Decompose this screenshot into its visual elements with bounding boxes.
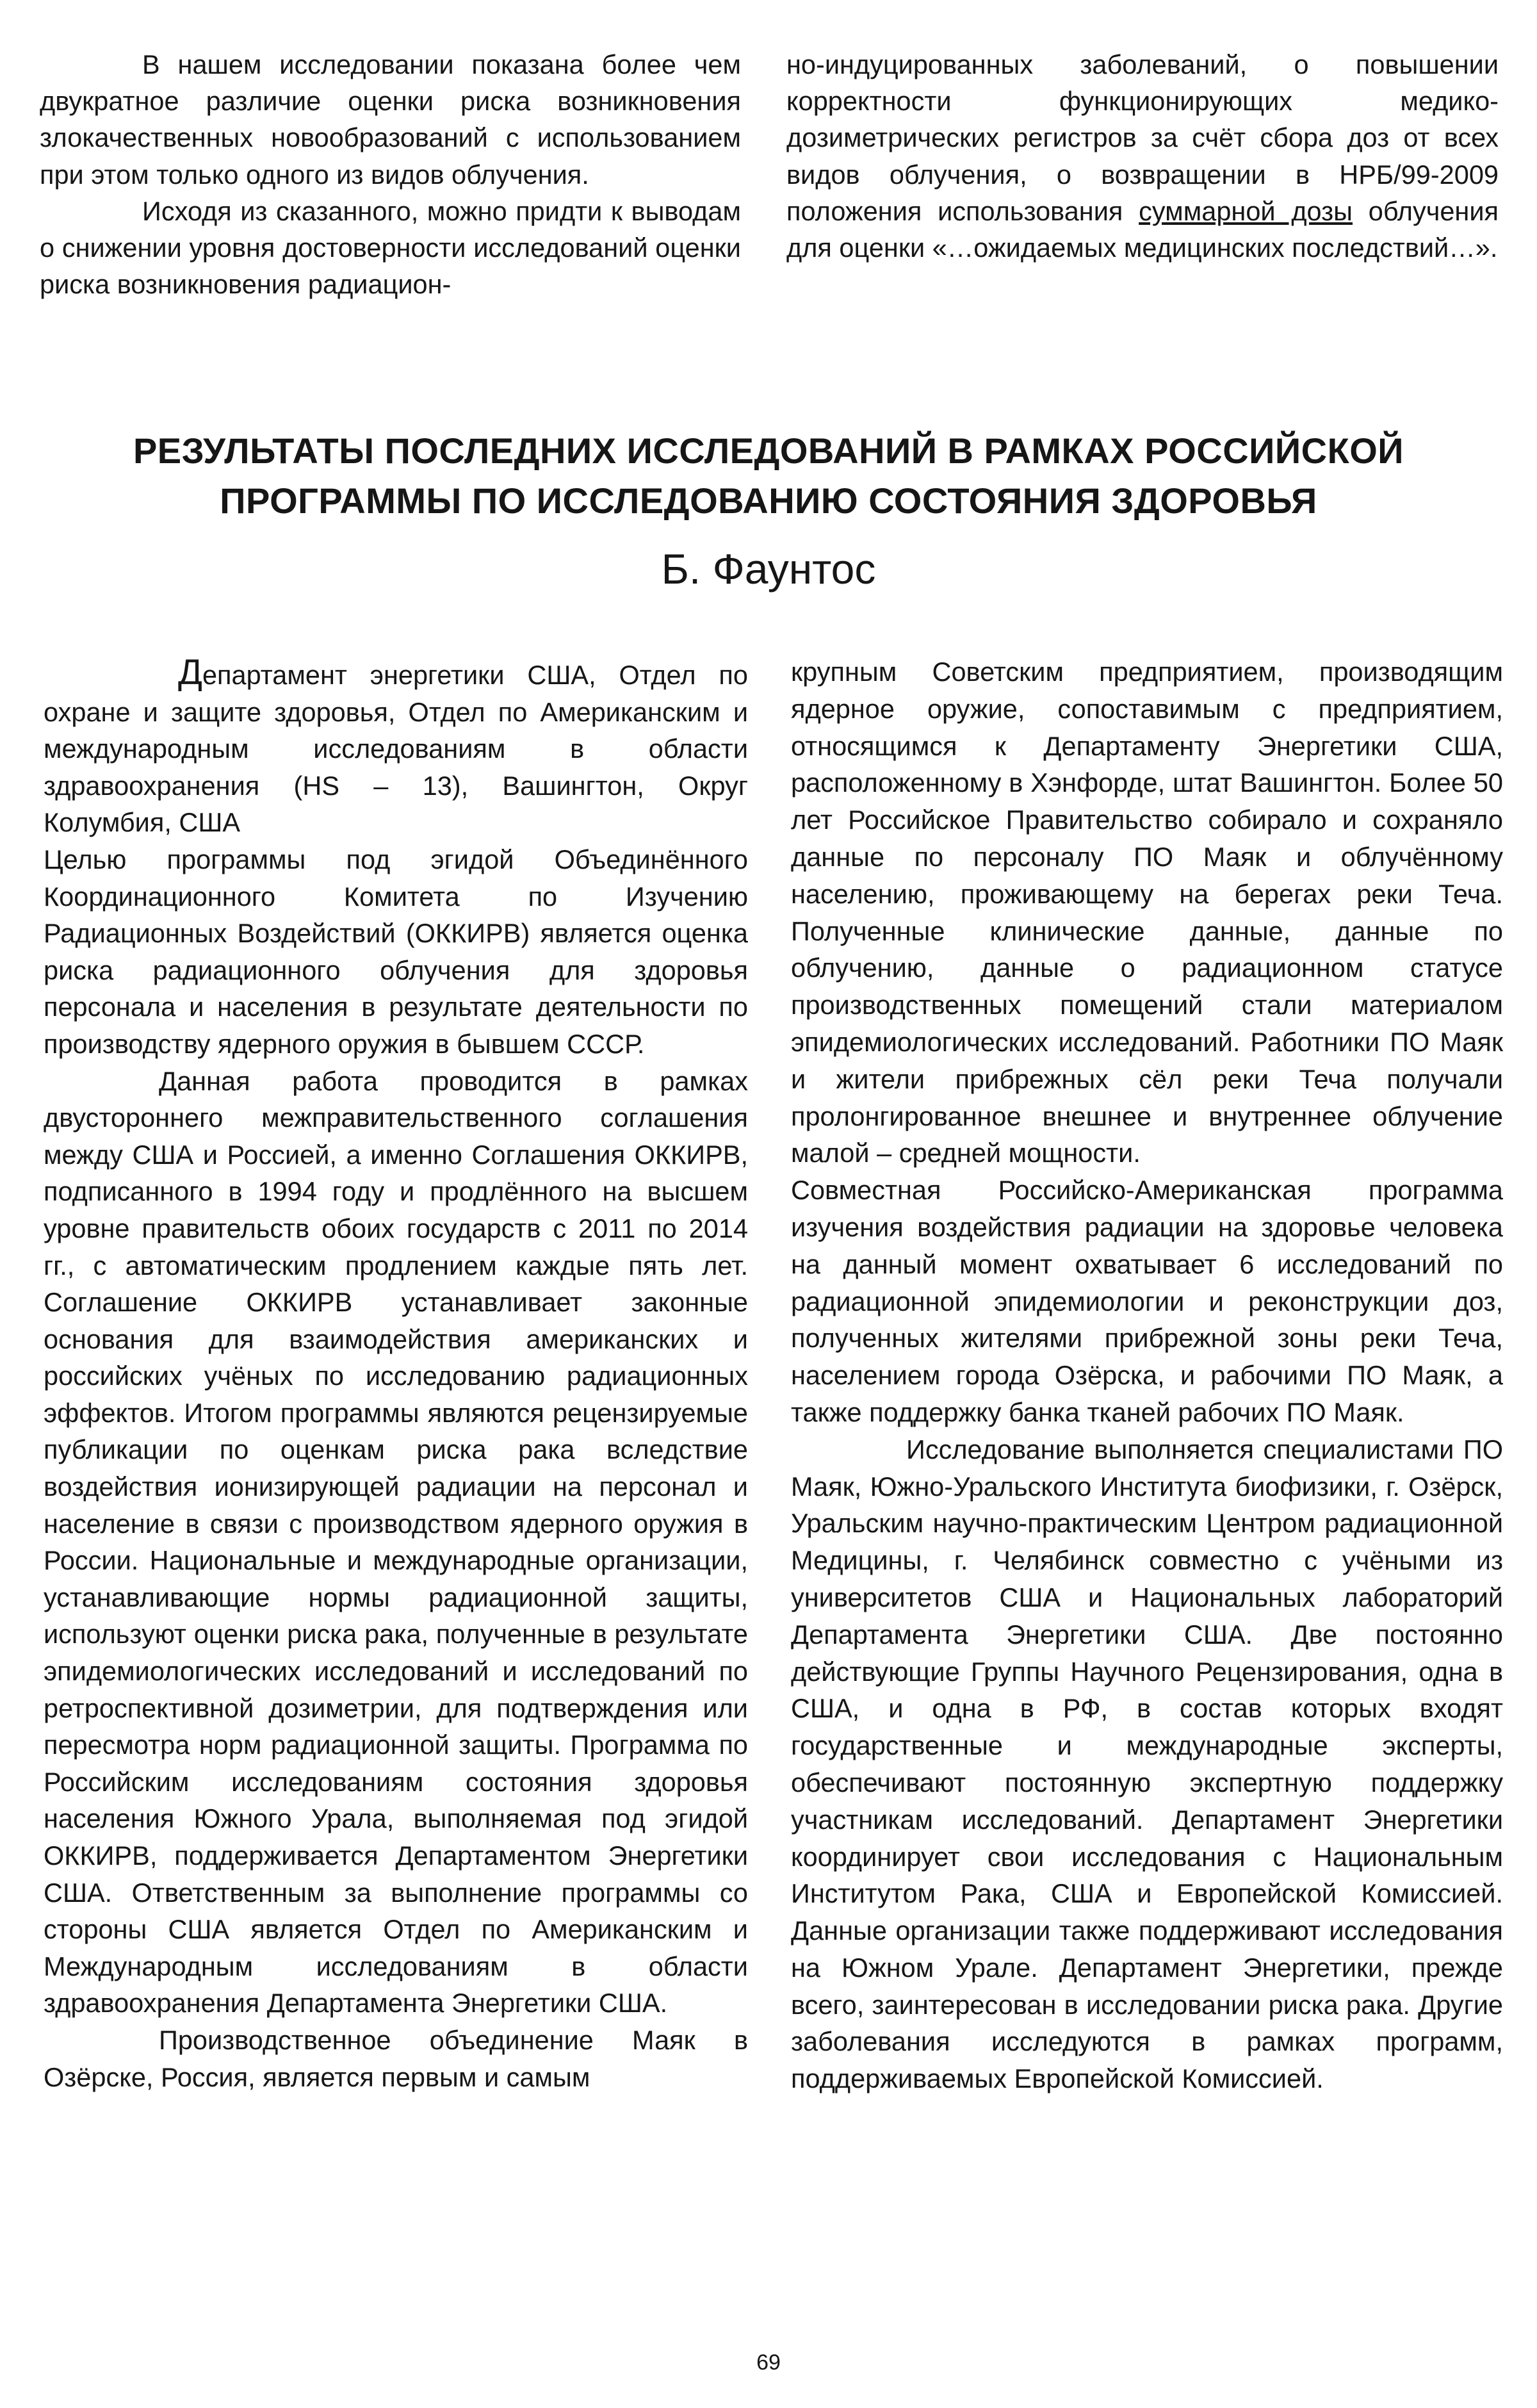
dropcap: Д xyxy=(178,651,202,692)
paragraph: Целью программы под эгидой Объединённого Координационного Комитета по Изучению Радиационных Воздействий (ОККИРВ) является оценка риска радиационного облучения для здоровья персонала и населения в результате деятельности по производству ядерного оружия в бывшем СССР. xyxy=(44,844,748,1059)
paragraph: Данная работа проводится в рамках двустороннего межправительственного соглашения между США и Россией, а именно Соглашения ОККИРВ, подписанного в 1994 году и продлённого на высшем уровне правительств обоих государств с 2011 по 2014 гг., с автоматическим продлением каждые пять лет. Соглашение ОККИРВ устанавливает законные основания для взаимодействия американских и российских учёных по исследованию радиационных эффектов. Итогом программы являются рецензируемые публикации по оценкам риска рака вследствие воздействия ионизирующей радиации на персонал и население в связи с производством ядерного оружия в России. Национальные и международные организации, устанавливающие нормы радиационной защиты, используют оценки риска рака, полученные в результате эпидемиологических исследований и исследований по ретроспективной дозиметрии, для подтверждения или пересмотра норм радиационной защиты. Программа по Российским исследованиям состояния здоровья населения Южного Урала, выполняемая под эгидой ОККИРВ, поддерживается Департаментом Энергетики США. Ответственным за выполнение программы со стороны США является Отдел по Американским и Международным исследованиям в области здравоохранения Департамента Энергетики США. xyxy=(44,1065,748,2019)
article-left-column xyxy=(44,653,748,2095)
article-author: Б. Фаунтос xyxy=(661,545,876,593)
paragraph: Исследование выполняется специалистами ПО Маяк, Южно-Уральского Института биофизики, г. Озёрск, Уральским научно-практическим Центром радиационной Медицины, г. Челябинск совместно с учёными из университетов США и Национальных лабораторий Департамента Энергетики США. Две постоянно действующие Группы Научного Рецензирования, одна в США, и одна в РФ, в состав которых входят государственные и международные эксперты, обеспечивают постоянную экспертную поддержку участникам исследований. Департамент Энергетики координирует свои исследования с Национальным Институтом Рака, США и Европейской Комиссией. Данные организации также поддерживают исследования на Южном Урале. Департамент Энергетики, прежде всего, заинтересован в исследовании риска рака. Другие заболевания исследуются в рамках программ, поддерживаемых Европейской Комиссией. xyxy=(791,1434,1503,2094)
paragraph: Совместная Российско-Американская программа изучения воздействия радиации на здоровье человека на данный момент охватывает 6 исследований по радиационной эпидемиологии и реконструкции доз, полученных жителями прибрежной зоны реки Теча, населением города Озёрска, и рабочими ПО Маяк, а также поддержку банка тканей рабочих ПО Маяк. xyxy=(791,1175,1503,1427)
affiliation xyxy=(44,653,748,841)
article-title xyxy=(64,426,1473,526)
paragraph-text: но-индуцированных заболеваний, о повышении корректности функционирующих медико-дозиметрических регистров за счёт сбора доз от всех видов облучения, о возвращении в НРБ/99-2009 положения использования xyxy=(786,49,1499,226)
paragraph: В нашем исследовании показана более чем двукратное различие оценки риска возникновения злокачественных новообразований с использованием при этом только одного из видов облучения. xyxy=(40,49,741,190)
article-title-line: ПРОГРАММЫ ПО ИССЛЕДОВАНИЮ СОСТОЯНИЯ ЗДОРОВЬЯ xyxy=(220,480,1317,521)
previous-article-left-column xyxy=(40,46,741,302)
paragraph-text: облучения для оценки «…ожидаемых медицинских последствий…». xyxy=(786,195,1499,263)
paragraph xyxy=(786,46,1499,266)
previous-article-right-column xyxy=(786,46,1499,266)
article-right-column xyxy=(791,653,1503,2097)
article-title-line: РЕЗУЛЬТАТЫ ПОСЛЕДНИХ ИССЛЕДОВАНИЙ В РАМКАХ РОССИЙСКОЙ xyxy=(133,430,1404,471)
paragraph: крупным Советским предприятием, производящим ядерное оружие, сопоставимым с предприятием, относящимся к Департаменту Энергетики США, расположенному в Хэнфорде, штат Вашингтон. Более 50 лет Российское Правительство собирало и сохраняло данные по персоналу ПО Маяк и облучённому населению, проживающему на берегах реки Теча. Полученные клинические данные, данные по облучению, данные о радиационном статусе производственных помещений стали материалом эпидемиологических исследований. Работники ПО Маяк и жители прибрежных сёл реки Теча получали пролонгированное внешнее и внутреннее облучение малой – средней мощности. xyxy=(791,657,1503,1168)
page-number: 69 xyxy=(756,2350,781,2375)
affiliation-text: епартамент энергетики США, Отдел по охране и защите здоровья, Отдел по Американским и международным исследованиям в области здравоохранения (HS – 13), Вашингтон, Округ Колумбия, США xyxy=(44,660,748,838)
paragraph: Исходя из сказанного, можно придти к выводам о снижении уровня достоверности исследований оценки риска возникновения радиацион- xyxy=(40,195,741,300)
paragraph: Производственное объединение Маяк в Озёрске, Россия, является первым и самым xyxy=(44,2024,748,2092)
underlined-term: суммарной дозы xyxy=(1139,195,1353,226)
